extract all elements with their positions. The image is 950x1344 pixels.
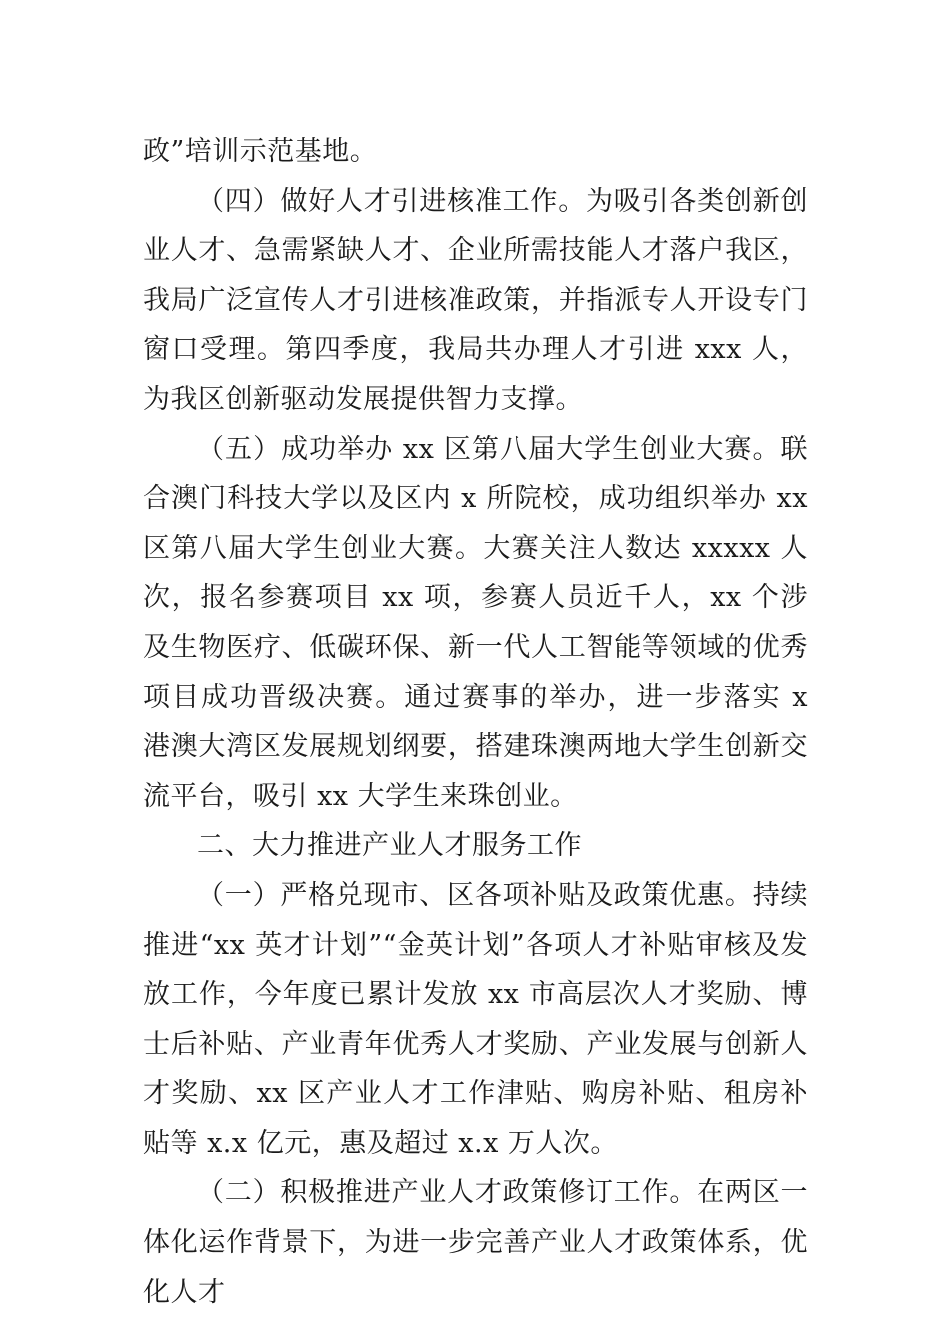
section-heading-industry-talent: 二、大力推进产业人才服务工作 — [197, 830, 582, 862]
paragraph-policy-revision: （二）积极推进产业人才政策修订工作。在两区一体化运作背景下，为进一步完善产业人才政策体系，优化人才 — [143, 1177, 808, 1308]
document-body — [143, 127, 808, 1317]
paragraph-talent-introduction: （四）做好人才引进核准工作。为吸引各类创新创业人才、急需紧缺人才、企业所需技能人才落户我区，我局广泛宣传人才引进核准政策，并指派专人开设专门窗口受理。第四季度，我局共办理人才引进 xxx 人，为我区创新驱动发展提供智力支撑。 — [143, 185, 808, 415]
paragraph-subsidies: （一）严格兑现市、区各项补贴及政策优惠。持续推进“xx 英才计划”“金英计划”各项人才补贴审核及发放工作，今年度已累计发放 xx 市高层次人才奖励、博士后补贴、产业青年优秀人才奖励、产业发展与创新人才奖励、xx 区产业人才工作津贴、购房补贴、租房补贴等 x.x 亿元，惠及超过 x.x 万人次。 — [143, 879, 808, 1159]
paragraph-entrepreneurship-contest: （五）成功举办 xx 区第八届大学生创业大赛。联合澳门科技大学以及区内 x 所院校，成功组织举办 xx 区第八届大学生创业大赛。大赛关注人数达 xxxxx 人次，报名参赛项目 xx 项，参赛人员近千人，xx 个涉及生物医疗、低碳环保、新一代人工智能等领域的优秀项目成功晋级决赛。通过赛事的举办，进一步落实 x 港澳大湾区发展规划纲要，搭建珠澳两地大学生创新交流平台，吸引 xx 大学生来珠创业。 — [143, 433, 808, 812]
paragraph-continuation: 政”培训示范基地。 — [143, 136, 378, 167]
